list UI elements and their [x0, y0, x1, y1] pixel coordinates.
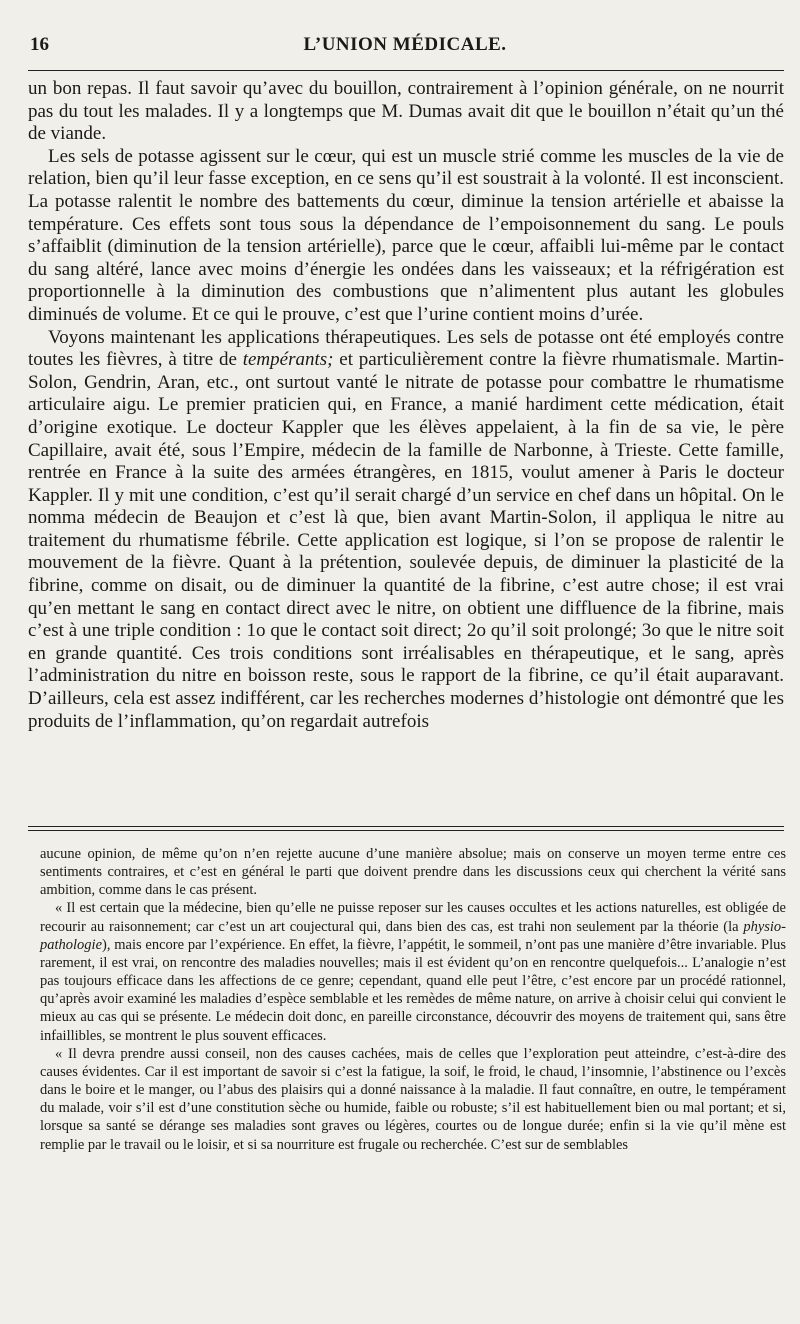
main-paragraph-1: un bon repas. Il faut savoir qu’avec du bouillon, contrairement à l’opinion générale, on ne nourrit pas du tout les malades. Il y a longtemps que M. Dumas avait dit que le bouillon n’était qu’un thé de viande. [28, 78, 784, 145]
footnote-separator [28, 826, 784, 831]
main-paragraph-3-a: Voyons maintenant les applications thérapeutiques. Les sels de potasse ont été employés contre toutes les fièvres, à titre de [28, 326, 784, 371]
running-header [30, 34, 780, 58]
footnote-paragraph-2-a: « Il est certain que la médecine, bien qu’elle ne puisse reposer sur les causes occultes et les actions naturelles, est obligée de recourir au raisonnement; car c’est un art coujectural qui, dans bien des cas, est trahi non seulement par la théorie (la [40, 900, 786, 935]
footnote-paragraph-2-b: ), mais encore par l’expérience. En effet, la fièvre, l’appétit, le sommeil, n’ont pas une manière d’être invariable. Plus rarement, il est vrai, on rencontre des maladies nouvelles; mais il est évident qu’on en rencontre quelquefois... L’analogie n’est pas toujours efficace dans les affections de ce genre; cependant, quand elle peut l’être, c’est encore par un procédé rationnel, qu’après avoir examiné les maladies d’espèce semblable et les remèdes de même nature, on arrive à choisir celui qui convient le mieux au cas qui se présente. Le médecin doit donc, en pareille circonstance, découvrir des moyens de traitement qui, sans être infaillibles, se montrent le plus souvent efficaces. [40, 936, 786, 1044]
footnote-paragraph-3: « Il devra prendre aussi conseil, non des causes cachées, mais de celles que l’exploration peut atteindre, c’est-à-dire des causes évidentes. Car il est important de savoir si c’est la fatigue, la soif, le froid, le chaud, l’insomnie, l’abstinence ou l’excès dans le boire et le manger, ou l’abus des plaisirs qui a donné naissance à la maladie. Il faut connaître, en outre, le tempérament du malade, voir s’il est d’une constitution sèche ou humide, faible ou robuste; s’il est habituellement bien ou mal portant; et si, lorsque sa santé se dérange ses maladies sont graves ou légères, courtes ou de longue durée; enfin si la vie qu’il mène est remplie par le travail ou le loisir, et si sa nourriture est frugale ou recherchée. C’est sur de semblables [40, 1045, 786, 1153]
journal-title: L’UNION MÉDICALE. [303, 34, 507, 55]
emphasis-physio-pathologie: physio-pathologie [40, 918, 786, 953]
main-paragraph-3 [28, 327, 784, 734]
main-text [28, 78, 784, 733]
main-paragraph-2: Les sels de potasse agissent sur le cœur, qui est un muscle strié comme les muscles de la vie de relation, bien qu’il leur fasse exception, en ce sens qu’il est soustrait à la volonté. Il est inconscient. La potasse ralentit le nombre des battements du cœur, diminue la tension artérielle et abaisse la température. Ces effets sont tous sous la dépendance de l’empoisonnement du sang. Le pouls s’affaiblit (diminution de la tension artérielle), parce que le cœur, affaibli lui-même par le contact du sang altéré, lance avec moins d’énergie les ondées dans les vaisseaux; et la réfrigération est proportionnelle à la diminution des combustions que n’alimentent plus autant les globules diminués de volume. Et ce qui le prouve, c’est que l’urine contient moins d’urée. [28, 145, 784, 325]
footnote-paragraph-2 [40, 899, 786, 1044]
footnote [40, 845, 786, 1154]
emphasis-temperants: tempérants; [242, 349, 334, 371]
header-rule [28, 70, 784, 71]
page-number: 16 [30, 34, 49, 55]
main-paragraph-3-b: et particulièrement contre la fièvre rhumatismale. Martin-Solon, Gendrin, Aran, etc., ont surtout vanté le nitrate de potasse pour combattre le rhumatisme articulaire aigu. Le premier praticien qui, en France, a manié hardiment cette médication, était d’origine exotique. Le docteur Kappler que les élèves appelaient, à la fin de sa vie, le père Capillaire, avait été, sous l’Empire, médecin de la famille de Narbonne, à Trieste. Cette famille, rentrée en France à la suite des armées étrangères, en 1815, voulut amener à Paris le docteur Kappler. Il y mit une condition, c’est qu’il serait chargé d’un service en chef dans un hôpital. On le nomma médecin de Beaujon et c’est là que, bien avant Martin-Solon, il appliqua le nitre au traitement du rhumatisme fébrile. Cette application est logique, si l’on se propose de ralentir le mouvement de la fièvre. Quant à la prétention, soulevée depuis, de diminuer la plasticité de la fibrine, comme on disait, ou de diminuer la quantité de la fibrine, c’est autre chose; il est vrai qu’en mettant le sang en contact direct avec le nitre, on obtient une diffluence de la fibrine, mais c’est à une triple condition : 1o que le contact soit direct; 2o qu’il soit prolongé; 3o que le nitre soit en grande quantité. Ces trois conditions sont irréalisables en thérapeutique, et le sang, après l’administration du nitre en boisson reste, sous le rapport de la fibrine, ce qu’il était auparavant. D’ailleurs, cela est assez indifférent, car les recherches modernes d’histologie ont démontré que les produits de l’inflammation, qu’on regardait autrefois [28, 349, 784, 732]
footnote-paragraph-1: aucune opinion, de même qu’on n’en rejette aucune d’une manière absolue; mais on conserve un moyen terme entre ces sentiments contraires, et c’est en général le parti que doivent prendre dans les discussions ceux qui cherchent la vérité sans ambition, comme dans le cas présent. [40, 846, 786, 899]
